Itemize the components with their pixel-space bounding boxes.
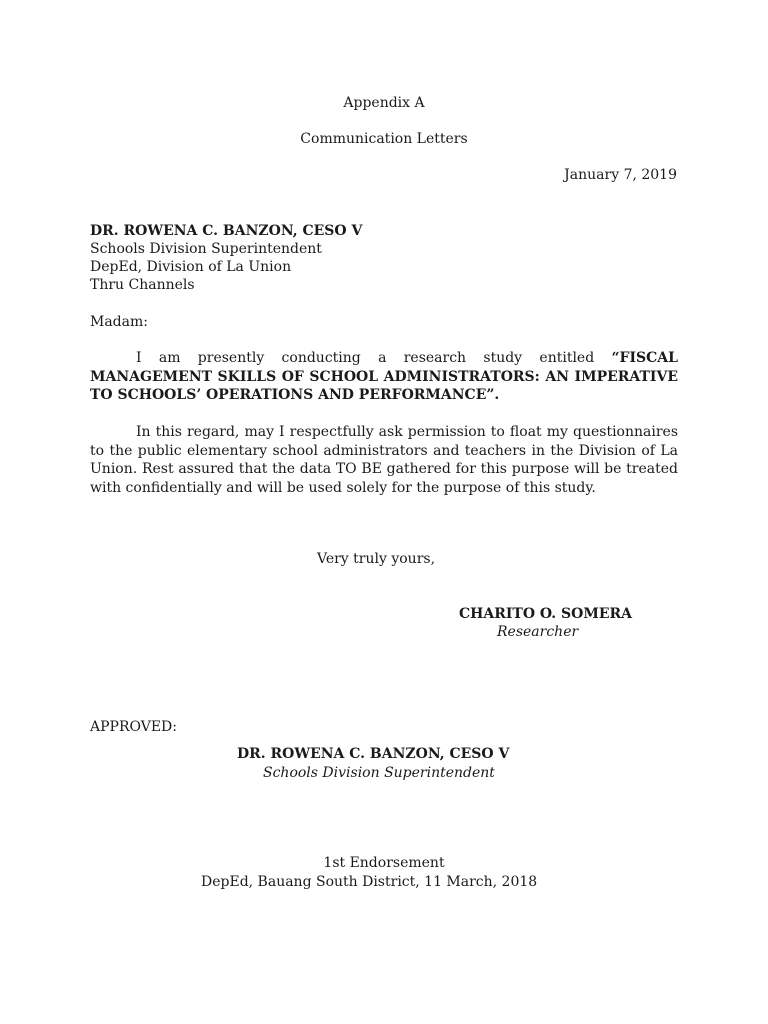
appendix-heading: Appendix A [343, 95, 425, 111]
recipient-title: Schools Division Superintendent [90, 241, 322, 257]
closing: Very truly yours, [317, 551, 436, 567]
salutation: Madam: [90, 314, 148, 330]
endorsement-detail: DepEd, Bauang South District, 11 March, 2018 [201, 874, 538, 890]
approver-name: DR. ROWENA C. BANZON, CESO V [237, 746, 510, 762]
sender-role: Researcher [497, 624, 579, 640]
body-paragraph-1-lead: I am presently conducting a research study entitled [136, 350, 612, 366]
approval-label: APPROVED: [90, 719, 177, 735]
letter-date: January 7, 2019 [564, 167, 677, 183]
sender-name: CHARITO O. SOMERA [459, 606, 632, 622]
approver-title: Schools Division Superintendent [263, 765, 495, 781]
document-subtitle: Communication Letters [300, 131, 468, 147]
recipient-office: DepEd, Division of La Union [90, 259, 292, 275]
body-paragraph-1 [90, 349, 678, 405]
endorsement-label: 1st Endorsement [323, 855, 445, 871]
study-title: “FISCAL MANAGEMENT SKILLS OF SCHOOL ADMINISTRATORS: AN IMPERATIVE TO SCHOOLS’ OPERATIONS AND PERFORMANCE”. [90, 350, 678, 403]
body-paragraph-2-text: In this regard, may I respectfully ask permission to float my questionnaires to the public elementary school administrators and teachers in the Division of La Union. Rest assured that the data TO BE gathered for this purpose will be treated with confidentially and will be used solely for the purpose of this study. [90, 424, 678, 496]
body-paragraph-2 [90, 423, 678, 497]
recipient-via: Thru Channels [90, 277, 195, 293]
recipient-name: DR. ROWENA C. BANZON, CESO V [90, 223, 363, 239]
